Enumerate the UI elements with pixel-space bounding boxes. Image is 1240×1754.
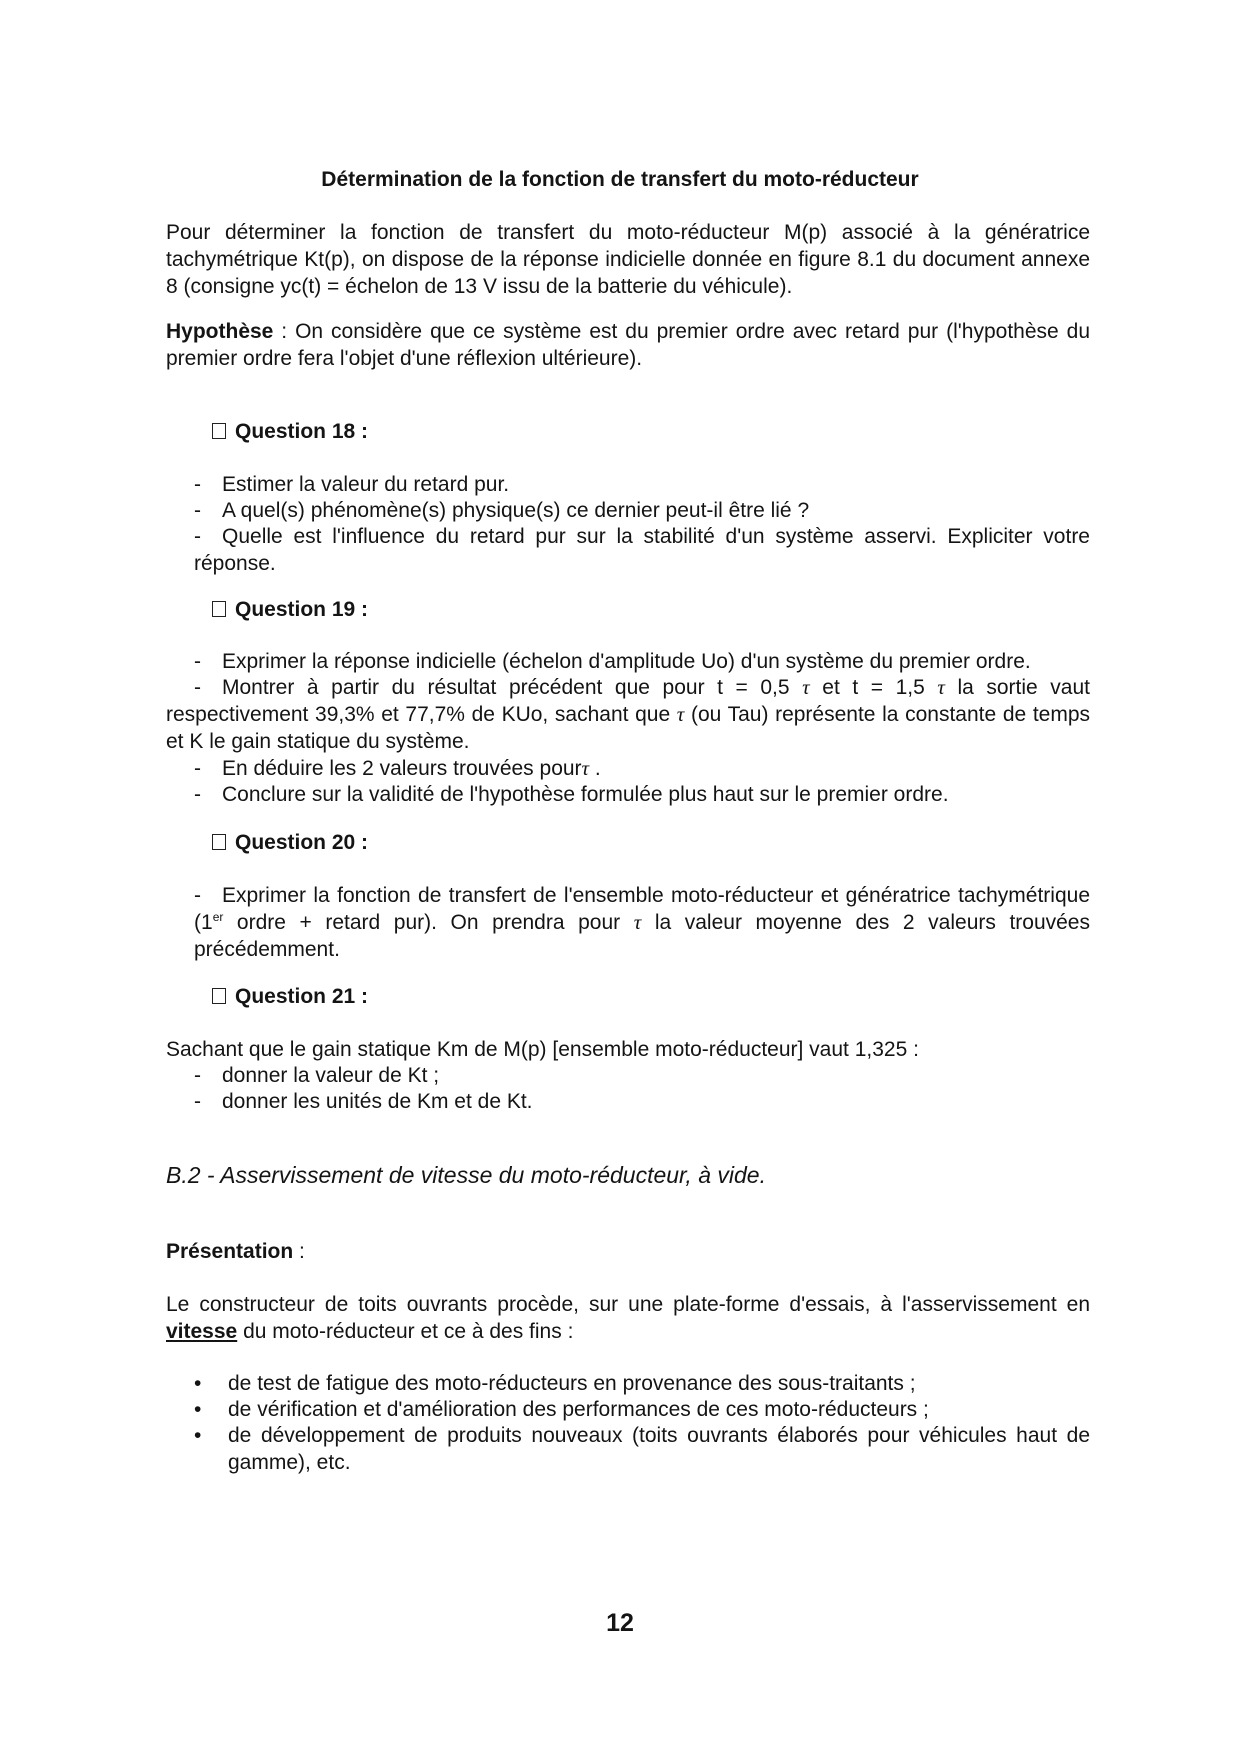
q18-item-2-text: A quel(s) phénomène(s) physique(s) ce dernier peut-il être lié ? <box>222 499 810 522</box>
dash-marker: - <box>194 1090 201 1113</box>
q19-item-3 <box>194 755 1090 782</box>
q18-item-3 <box>194 523 1090 577</box>
dash-marker: - <box>194 676 201 699</box>
section-title: Détermination de la fonction de transfert du moto-réducteur <box>321 168 919 191</box>
question-21-label: Question 21 : <box>235 985 369 1008</box>
q19-item-2-part-b: et t = 1,5 <box>809 676 938 699</box>
bullet-3-text: de développement de produits nouveaux (toits ouvrants élaborés pour véhicules haut de gamme), etc. <box>228 1424 1090 1474</box>
q21-item-2-text: donner les unités de Km et de Kt. <box>222 1090 533 1113</box>
presentation-bullet-3 <box>194 1422 1090 1476</box>
q19-item-3-text: En déduire les 2 valeurs trouvées pour <box>222 757 582 780</box>
hypothesis-paragraph <box>166 318 1090 372</box>
q20-text-b: ordre + retard pur). On prendra pour <box>223 911 634 934</box>
q20-item <box>194 882 1090 963</box>
presentation-text-a: Le constructeur de toits ouvrants procède, sur une plate-forme d'essais, à l'asservissement en <box>166 1293 1090 1316</box>
q20-text-a: Exprimer la fonction de transfert de l'ensemble moto-réducteur et génératrice tachymétrique (1 <box>194 884 1090 934</box>
presentation-label: Présentation <box>166 1240 294 1263</box>
q19-item-2 <box>166 674 1090 755</box>
q21-item-1 <box>194 1062 1090 1089</box>
checkbox-icon <box>212 834 226 850</box>
presentation-paragraph <box>166 1291 1090 1345</box>
tau-symbol: τ <box>633 910 642 934</box>
bullet-icon: • <box>194 1398 202 1421</box>
tau-symbol: τ <box>802 675 810 699</box>
q19-item-3-end: . <box>589 757 601 780</box>
q21-intro: Sachant que le gain statique Km de M(p) [ensemble moto-réducteur] vaut 1,325 : <box>166 1038 919 1061</box>
q19-item-4-text: Conclure sur la validité de l'hypothèse formulée plus haut sur le premier ordre. <box>222 783 949 806</box>
dash-marker: - <box>194 499 201 522</box>
question-20-heading <box>212 829 368 856</box>
q19-item-2-part-d: (ou Tau) représente la constante de temps et K le gain statique du système. <box>166 703 1091 753</box>
dash-marker: - <box>194 884 201 907</box>
presentation-bullet-2 <box>194 1396 1090 1423</box>
dash-marker: - <box>194 650 201 673</box>
bullet-icon: • <box>194 1372 202 1395</box>
question-21-heading <box>212 983 368 1010</box>
tau-symbol: τ <box>676 702 685 726</box>
q18-item-3-text: Quelle est l'influence du retard pur sur la stabilité d'un système asservi. Expliciter votre réponse. <box>194 525 1090 575</box>
q18-item-2 <box>194 497 1090 524</box>
question-19-heading <box>212 596 368 623</box>
checkbox-icon <box>212 423 226 439</box>
q19-item-1-text: Exprimer la réponse indicielle (échelon d'amplitude Uo) d'un système du premier ordre. <box>222 650 1031 673</box>
q18-item-1 <box>194 471 1090 498</box>
presentation-text-b: du moto-réducteur et ce à des fins : <box>237 1320 574 1343</box>
bullet-1-text: de test de fatigue des moto-réducteurs en provenance des sous-traitants ; <box>228 1372 916 1395</box>
dash-marker: - <box>194 783 201 806</box>
presentation-bullet-1 <box>194 1370 1090 1397</box>
tau-symbol: τ <box>937 675 945 699</box>
question-19-label: Question 19 : <box>235 598 369 621</box>
presentation-colon: : <box>293 1240 305 1263</box>
bullet-icon: • <box>194 1424 202 1447</box>
hypothesis-label: Hypothèse <box>166 320 274 343</box>
q18-item-1-text: Estimer la valeur du retard pur. <box>222 473 510 496</box>
q19-item-1 <box>194 648 1090 675</box>
dash-marker: - <box>194 525 201 548</box>
q21-item-1-text: donner la valeur de Kt ; <box>222 1064 440 1087</box>
checkbox-icon <box>212 601 226 617</box>
dash-marker: - <box>194 1064 201 1087</box>
q19-item-2-part-a: Montrer à partir du résultat précédent que pour t = 0,5 <box>222 676 803 699</box>
presentation-heading <box>166 1238 1090 1265</box>
question-20-label: Question 20 : <box>235 831 369 854</box>
q21-item-2 <box>194 1088 1090 1115</box>
tau-symbol: τ <box>581 756 590 780</box>
section-b2-heading: B.2 - Asservissement de vitesse du moto-réducteur, à vide. <box>166 1162 766 1188</box>
dash-marker: - <box>194 473 201 496</box>
intro-paragraph: Pour déterminer la fonction de transfert du moto-réducteur M(p) associé à la génératrice tachymétrique Kt(p), on dispose de la réponse indicielle donnée en figure 8.1 du document annexe 8 (consigne yc(t) = échelon de 13 V issu de la batterie du véhicule). <box>166 221 1090 298</box>
bullet-2-text: de vérification et d'amélioration des performances de ces moto-réducteurs ; <box>228 1398 929 1421</box>
question-18-heading <box>212 418 368 445</box>
dash-marker: - <box>194 757 201 780</box>
presentation-emphasis: vitesse <box>166 1320 238 1343</box>
checkbox-icon <box>212 988 226 1004</box>
q20-superscript: er <box>212 910 224 924</box>
q19-item-2-part-c: la sortie vaut respectivement 39,3% et 77,7% de KUo, sachant que <box>166 676 1090 726</box>
hypothesis-text: : On considère que ce système est du premier ordre avec retard pur (l'hypothèse du premier ordre fera l'objet d'une réflexion ultérieure). <box>166 320 1090 370</box>
q20-text-c: la valeur moyenne des 2 valeurs trouvées précédemment. <box>194 911 1090 961</box>
page-number: 12 <box>606 1609 634 1637</box>
q19-item-4 <box>194 781 1090 808</box>
question-18-label: Question 18 : <box>235 420 369 443</box>
